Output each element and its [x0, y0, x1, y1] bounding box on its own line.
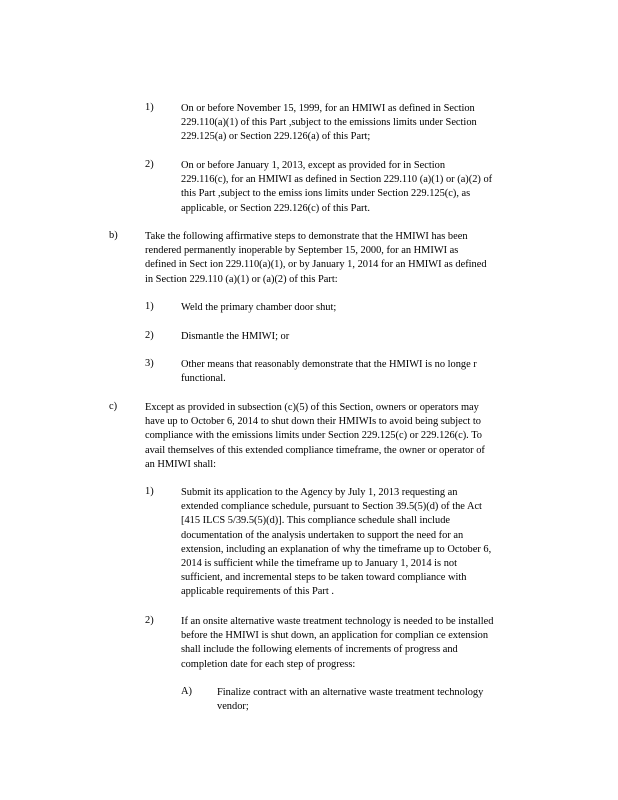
item-text: If an onsite alternative waste treatment technology is needed to be installed before the HMIWI is shut down, an application for complian ce extension shall include the following elements of increments of progress and completion date for each step of progress: — [181, 616, 494, 670]
item-label: 1) — [145, 486, 154, 497]
item-text: Other means that reasonably demonstrate that the HMIWI is no longe r functional. — [181, 359, 477, 385]
item-text: Take the following affirmative steps to demonstrate that the HMIWI has been rendered permanently inoperable by September 15, 2000, for an HMIWI as defined in Sect ion 229.110(a)(1), or by January 1, 2014 for an HMIWI as defined in Section 229.110 (a)(1) or (a)(2) of this Part: — [145, 231, 487, 285]
item-text: Except as provided in subsection (c)(5) of this Section, owners or operators may have up to October 6, 2014 to shut down their HMIWIs to avoid being subject to compliance with the emissions limits under Section 229.125(c) or 229.126(c). To avail themselves of this extended compliance timeframe, the owner or operator of an HMIWI shall: — [145, 402, 485, 470]
item-text: On or before January 1, 2013, except as provided for in Section 229.116(c), for an HMIWI as defined in Section 229.110 (a)(1) or (a)(2) of this Part ,subject to the emiss ions limits under Section 229.125(c), as applicable, or Section 229.126(c) of this Part. — [181, 160, 493, 214]
item-label: 1) — [145, 301, 154, 312]
item-label: 2) — [145, 615, 154, 626]
item-text: On or before November 15, 1999, for an HMIWI as defined in Section 229.110(a)(1) of this Part ,subject to the emissions limits under Section 229.125(a) or Section 229.126(a) of this Part; — [181, 103, 477, 143]
item-label: b) — [109, 230, 118, 241]
item-label: 2) — [145, 159, 154, 170]
item-label: c) — [109, 401, 118, 412]
item-text: Weld the primary chamber door shut; — [181, 302, 337, 313]
item-label: 2) — [145, 330, 154, 341]
item-text: Finalize contract with an alternative waste treatment technology vendor; — [217, 687, 484, 713]
item-text: Dismantle the HMIWI; or — [181, 331, 290, 342]
item-label: 3) — [145, 358, 154, 369]
item-label: A) — [181, 686, 192, 697]
item-text: Submit its application to the Agency by July 1, 2013 requesting an extended compliance schedule, pursuant to Section 39.5(5)(d) of the Act [415 ILCS 5/39.5(5)(d)]. This compliance schedule shall include documentation of the analysis undertaken to support the need for an extension, including an explanation of why the timeframe up to October 6, 2014 is sufficient while the timeframe up to January 1, 2014 is not sufficient, and incremental steps to be taken toward compliance with applicable requirements of this Part . — [181, 487, 492, 598]
item-label: 1) — [145, 102, 154, 113]
